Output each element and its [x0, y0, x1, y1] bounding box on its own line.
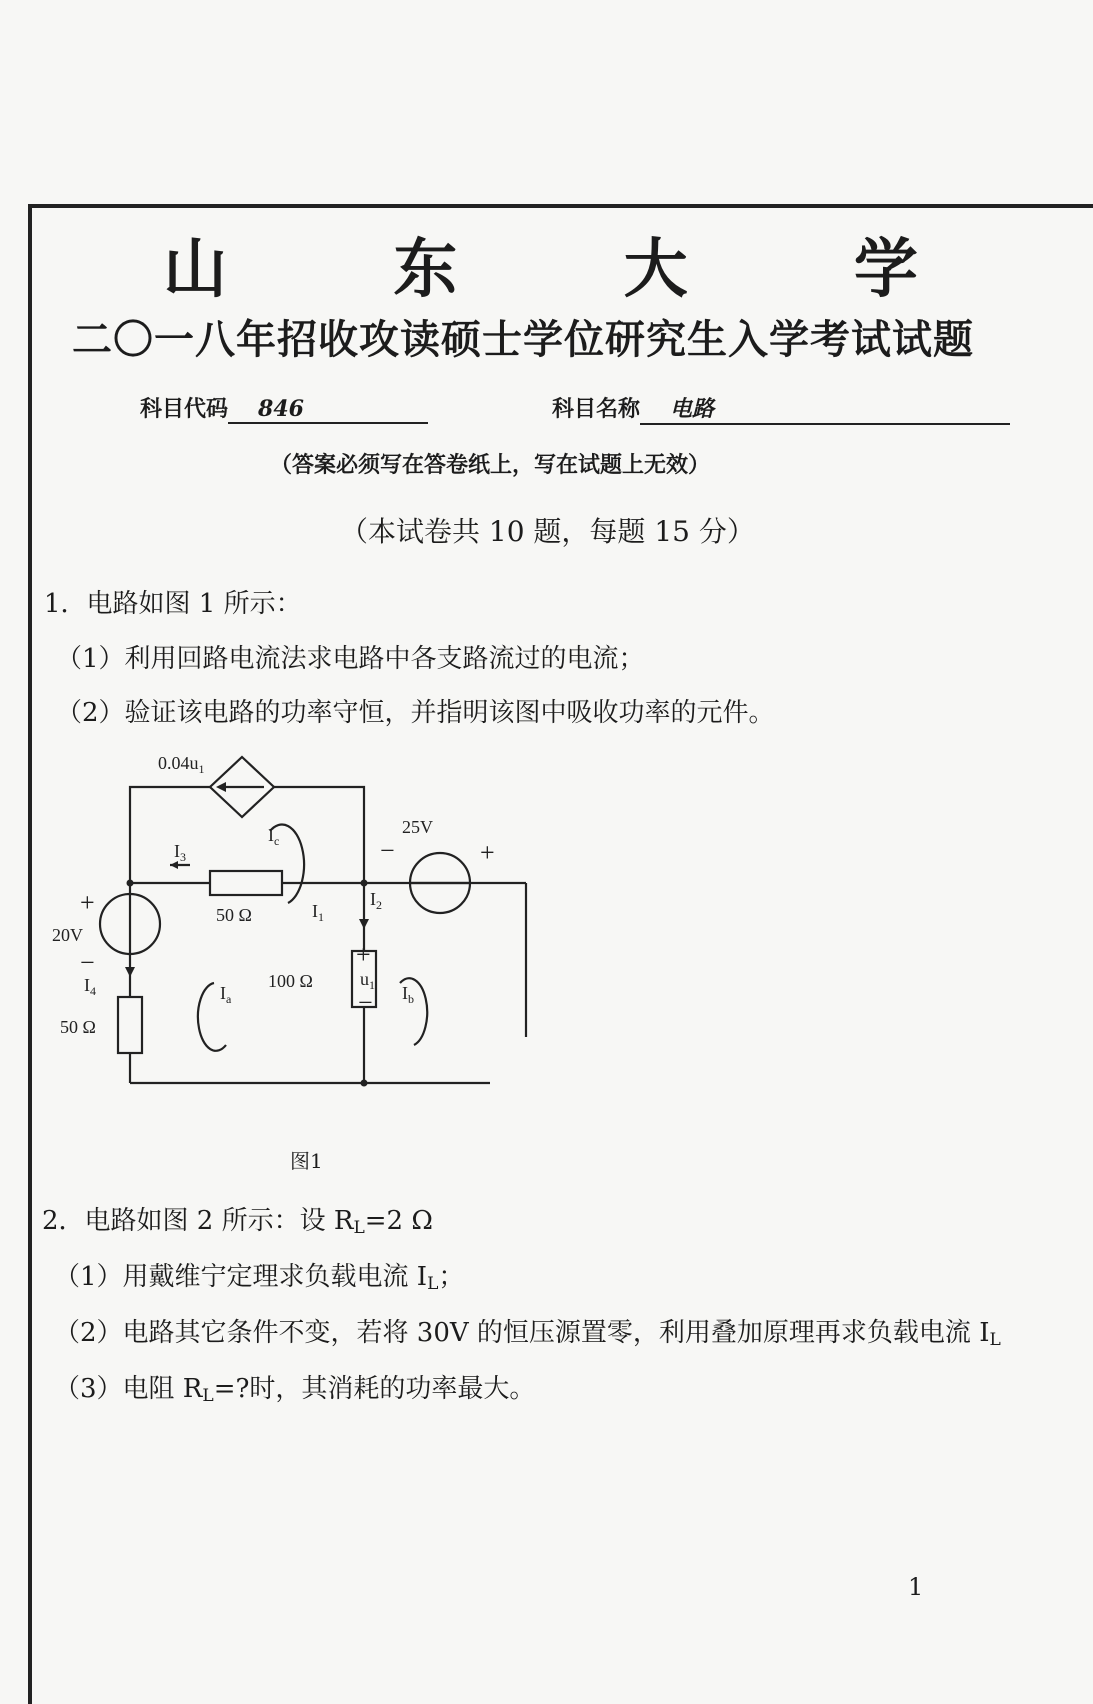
arrowhead-top: [216, 782, 226, 792]
arrowhead-i3: [170, 861, 178, 869]
label-u1-minus: −: [358, 988, 373, 1017]
label-i1: $I_1$: [312, 901, 324, 924]
label-ia: $I_a$: [220, 983, 232, 1006]
node-left: [127, 880, 134, 887]
label-u1: $u_1$: [360, 969, 375, 992]
exam-total: （本试卷共 10 题，每题 15 分）: [340, 515, 755, 548]
label-ic: $I_c$: [268, 825, 280, 848]
label-i2: $I_2$: [370, 889, 382, 912]
label-dep-source: $0.04u_1$: [158, 753, 205, 776]
school-title: 山 东 大 学: [163, 232, 990, 307]
label-u1-plus: +: [356, 940, 371, 969]
wire-top-left: [130, 787, 210, 835]
label-r50-top: 50 Ω: [216, 905, 252, 925]
exam-title: 二〇一八年招收攻读硕士学位研究生入学考试试题: [72, 316, 974, 363]
q2-part1: （1）用戴维宁定理求负载电流 $I_L$；: [54, 1262, 465, 1294]
node-center: [361, 880, 368, 887]
label-r100: 100 Ω: [268, 971, 313, 991]
subject-name-value: 电路: [640, 392, 1010, 425]
label-i3: $I_3$: [174, 841, 186, 864]
q1-part2: （2）验证该电路的功率守恒，并指明该图中吸收功率的元件。: [56, 698, 775, 728]
label-20v: 20V: [52, 925, 83, 945]
figure1-caption: 图1: [290, 1149, 323, 1173]
resistor-50-top: [210, 871, 282, 895]
resistor-50-left: [118, 997, 142, 1053]
label-25v: 25V: [402, 817, 433, 837]
q1-stem: 1．电路如图 1 所示：: [44, 589, 302, 619]
q2-part3: （3）电阻 $R_L=$?时，其消耗的功率最大。: [54, 1374, 536, 1406]
label-i4: $I_4$: [84, 975, 96, 998]
subject-name-label: 科目名称: [552, 396, 641, 422]
arrowhead-i1: [359, 919, 369, 929]
circuit-figure-1: [40, 745, 560, 1145]
q2-stem: 2．电路如图 2 所示：设 $R_L=2$ Ω: [42, 1206, 433, 1238]
subject-code: [140, 392, 428, 424]
node-bottom: [361, 1080, 368, 1087]
q1-part1: （1）利用回路电流法求电路中各支路流过的电流；: [56, 644, 645, 674]
answer-note: （答案必须写在答卷纸上，写在试题上无效）: [270, 452, 711, 478]
subject-name: [552, 392, 1010, 425]
arrowhead-i4: [125, 967, 135, 977]
label-r50-left: 50 Ω: [60, 1017, 96, 1037]
label-20v-plus: +: [80, 888, 95, 917]
label-25v-plus: +: [480, 838, 495, 867]
subject-code-label: 科目代码: [140, 396, 229, 422]
page-number: 1: [908, 1573, 924, 1601]
label-25v-minus: −: [380, 836, 395, 865]
q2-part2: （2）电路其它条件不变，若将 30V 的恒压源置零，利用叠加原理再求负载电流 $I_L$: [54, 1318, 1001, 1350]
subject-code-value: 846: [228, 396, 428, 424]
wire-top-right: [274, 787, 364, 883]
label-20v-minus: −: [80, 948, 95, 977]
label-ib: $I_b$: [402, 983, 414, 1006]
